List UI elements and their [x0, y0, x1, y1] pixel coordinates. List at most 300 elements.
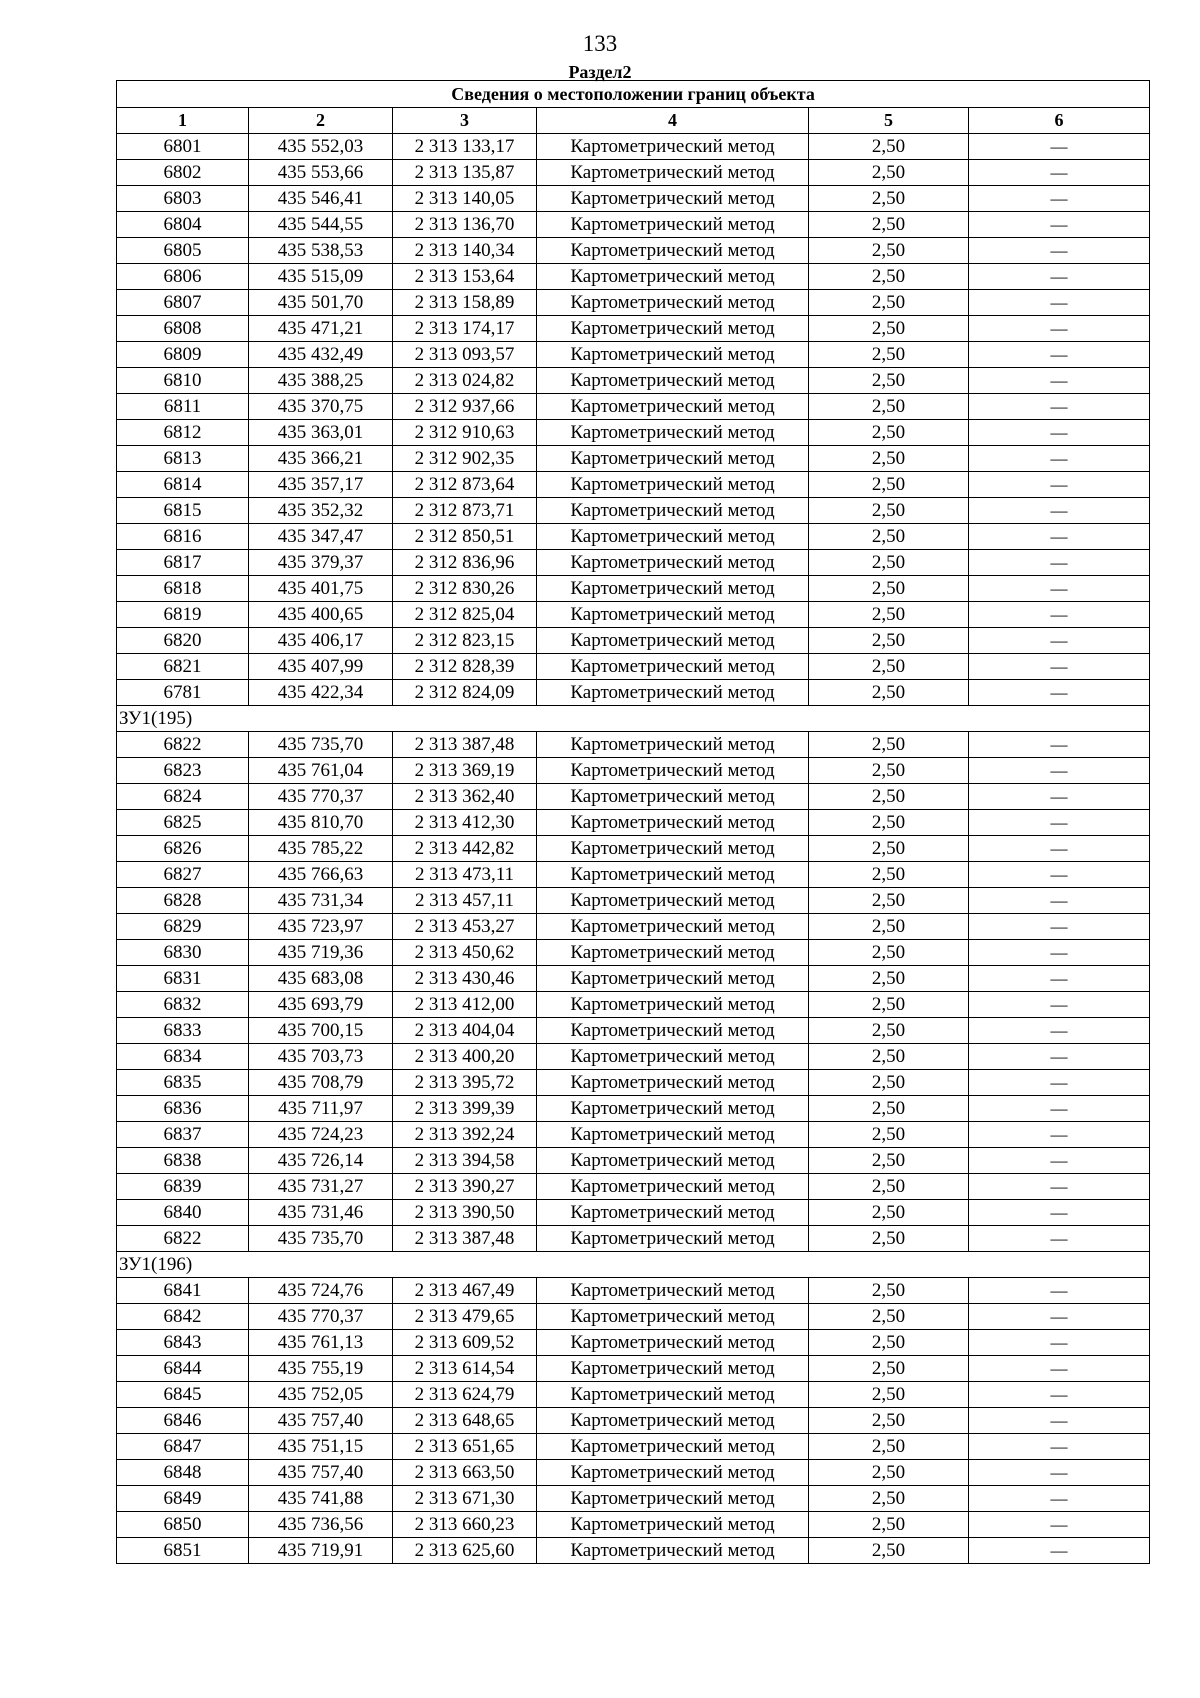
y-coordinate-cell: 2 312 873,64 [393, 472, 537, 498]
description-cell: — [969, 1356, 1150, 1382]
y-coordinate-cell: 2 312 825,04 [393, 602, 537, 628]
description-cell: — [969, 862, 1150, 888]
accuracy-cell: 2,50 [809, 1122, 969, 1148]
point-number-cell: 6827 [117, 862, 249, 888]
method-cell: Картометрический метод [537, 1200, 809, 1226]
point-number-cell: 6822 [117, 1226, 249, 1252]
description-cell: — [969, 836, 1150, 862]
method-cell: Картометрический метод [537, 186, 809, 212]
point-number-cell: 6820 [117, 628, 249, 654]
group-label: ЗУ1(196) [117, 1252, 1150, 1278]
point-number-cell: 6840 [117, 1200, 249, 1226]
table-row [117, 368, 1150, 394]
description-cell: — [969, 654, 1150, 680]
method-cell: Картометрический метод [537, 1408, 809, 1434]
accuracy-cell: 2,50 [809, 1278, 969, 1304]
accuracy-cell: 2,50 [809, 1382, 969, 1408]
table-row [117, 758, 1150, 784]
method-cell: Картометрический метод [537, 446, 809, 472]
x-coordinate-cell: 435 553,66 [249, 160, 393, 186]
point-number-cell: 6803 [117, 186, 249, 212]
accuracy-cell: 2,50 [809, 264, 969, 290]
x-coordinate-cell: 435 363,01 [249, 420, 393, 446]
x-coordinate-cell: 435 719,91 [249, 1538, 393, 1564]
accuracy-cell: 2,50 [809, 836, 969, 862]
point-number-cell: 6809 [117, 342, 249, 368]
accuracy-cell: 2,50 [809, 1096, 969, 1122]
description-cell: — [969, 784, 1150, 810]
table-row [117, 1538, 1150, 1564]
x-coordinate-cell: 435 731,34 [249, 888, 393, 914]
x-coordinate-cell: 435 407,99 [249, 654, 393, 680]
y-coordinate-cell: 2 313 648,65 [393, 1408, 537, 1434]
x-coordinate-cell: 435 546,41 [249, 186, 393, 212]
point-number-cell: 6829 [117, 914, 249, 940]
description-cell: — [969, 1434, 1150, 1460]
description-cell: — [969, 446, 1150, 472]
accuracy-cell: 2,50 [809, 1070, 969, 1096]
point-number-cell: 6808 [117, 316, 249, 342]
point-number-cell: 6806 [117, 264, 249, 290]
x-coordinate-cell: 435 810,70 [249, 810, 393, 836]
accuracy-cell: 2,50 [809, 1460, 969, 1486]
point-number-cell: 6828 [117, 888, 249, 914]
table-row [117, 1018, 1150, 1044]
section-title: Раздел2 [568, 62, 632, 82]
accuracy-cell: 2,50 [809, 654, 969, 680]
column-header: 5 [809, 108, 969, 134]
accuracy-cell: 2,50 [809, 1174, 969, 1200]
y-coordinate-cell: 2 313 140,34 [393, 238, 537, 264]
y-coordinate-cell: 2 313 158,89 [393, 290, 537, 316]
table-row [117, 1044, 1150, 1070]
table-row [117, 1330, 1150, 1356]
y-coordinate-cell: 2 313 133,17 [393, 134, 537, 160]
boundary-coordinates-table [116, 80, 1150, 1564]
y-coordinate-cell: 2 313 369,19 [393, 758, 537, 784]
point-number-cell: 6812 [117, 420, 249, 446]
method-cell: Картометрический метод [537, 888, 809, 914]
x-coordinate-cell: 435 757,40 [249, 1408, 393, 1434]
x-coordinate-cell: 435 724,76 [249, 1278, 393, 1304]
description-cell: — [969, 1382, 1150, 1408]
method-cell: Картометрический метод [537, 576, 809, 602]
table-row [117, 1356, 1150, 1382]
accuracy-cell: 2,50 [809, 316, 969, 342]
method-cell: Картометрический метод [537, 160, 809, 186]
point-number-cell: 6807 [117, 290, 249, 316]
x-coordinate-cell: 435 761,13 [249, 1330, 393, 1356]
table-row [117, 1070, 1150, 1096]
description-cell: — [969, 1460, 1150, 1486]
table-row [117, 1434, 1150, 1460]
method-cell: Картометрический метод [537, 134, 809, 160]
description-cell: — [969, 940, 1150, 966]
accuracy-cell: 2,50 [809, 238, 969, 264]
table-row [117, 1512, 1150, 1538]
x-coordinate-cell: 435 761,04 [249, 758, 393, 784]
description-cell: — [969, 290, 1150, 316]
x-coordinate-cell: 435 352,32 [249, 498, 393, 524]
x-coordinate-cell: 435 703,73 [249, 1044, 393, 1070]
x-coordinate-cell: 435 347,47 [249, 524, 393, 550]
accuracy-cell: 2,50 [809, 498, 969, 524]
y-coordinate-cell: 2 313 442,82 [393, 836, 537, 862]
column-header: 6 [969, 108, 1150, 134]
method-cell: Картометрический метод [537, 862, 809, 888]
description-cell: — [969, 1226, 1150, 1252]
method-cell: Картометрический метод [537, 420, 809, 446]
x-coordinate-cell: 435 751,15 [249, 1434, 393, 1460]
description-cell: — [969, 1044, 1150, 1070]
description-cell: — [969, 1512, 1150, 1538]
point-number-cell: 6805 [117, 238, 249, 264]
x-coordinate-cell: 435 357,17 [249, 472, 393, 498]
table-row [117, 628, 1150, 654]
accuracy-cell: 2,50 [809, 602, 969, 628]
y-coordinate-cell: 2 313 450,62 [393, 940, 537, 966]
point-number-cell: 6837 [117, 1122, 249, 1148]
method-cell: Картометрический метод [537, 1226, 809, 1252]
y-coordinate-cell: 2 313 387,48 [393, 1226, 537, 1252]
y-coordinate-cell: 2 313 390,27 [393, 1174, 537, 1200]
method-cell: Картометрический метод [537, 940, 809, 966]
description-cell: — [969, 342, 1150, 368]
table-row [117, 1278, 1150, 1304]
x-coordinate-cell: 435 726,14 [249, 1148, 393, 1174]
description-cell: — [969, 264, 1150, 290]
point-number-cell: 6816 [117, 524, 249, 550]
point-number-cell: 6843 [117, 1330, 249, 1356]
y-coordinate-cell: 2 313 400,20 [393, 1044, 537, 1070]
description-cell: — [969, 472, 1150, 498]
method-cell: Картометрический метод [537, 914, 809, 940]
point-number-cell: 6811 [117, 394, 249, 420]
point-number-cell: 6823 [117, 758, 249, 784]
method-cell: Картометрический метод [537, 290, 809, 316]
y-coordinate-cell: 2 313 625,60 [393, 1538, 537, 1564]
method-cell: Картометрический метод [537, 1174, 809, 1200]
y-coordinate-cell: 2 313 614,54 [393, 1356, 537, 1382]
table-header-row [117, 108, 1150, 134]
table-row [117, 1304, 1150, 1330]
table-row [117, 342, 1150, 368]
accuracy-cell: 2,50 [809, 186, 969, 212]
point-number-cell: 6830 [117, 940, 249, 966]
method-cell: Картометрический метод [537, 342, 809, 368]
accuracy-cell: 2,50 [809, 940, 969, 966]
group-label: ЗУ1(195) [117, 706, 1150, 732]
point-number-cell: 6845 [117, 1382, 249, 1408]
description-cell: — [969, 1330, 1150, 1356]
table-row [117, 888, 1150, 914]
y-coordinate-cell: 2 313 453,27 [393, 914, 537, 940]
point-number-cell: 6831 [117, 966, 249, 992]
y-coordinate-cell: 2 313 473,11 [393, 862, 537, 888]
y-coordinate-cell: 2 312 910,63 [393, 420, 537, 446]
method-cell: Картометрический метод [537, 758, 809, 784]
point-number-cell: 6824 [117, 784, 249, 810]
column-header: 2 [249, 108, 393, 134]
accuracy-cell: 2,50 [809, 1330, 969, 1356]
x-coordinate-cell: 435 766,63 [249, 862, 393, 888]
point-number-cell: 6833 [117, 1018, 249, 1044]
description-cell: — [969, 1148, 1150, 1174]
point-number-cell: 6781 [117, 680, 249, 706]
x-coordinate-cell: 435 388,25 [249, 368, 393, 394]
table-row [117, 264, 1150, 290]
y-coordinate-cell: 2 313 392,24 [393, 1122, 537, 1148]
description-cell: — [969, 810, 1150, 836]
description-cell: — [969, 732, 1150, 758]
x-coordinate-cell: 435 731,46 [249, 1200, 393, 1226]
description-cell: — [969, 550, 1150, 576]
point-number-cell: 6813 [117, 446, 249, 472]
point-number-cell: 6810 [117, 368, 249, 394]
table-row [117, 810, 1150, 836]
point-number-cell: 6802 [117, 160, 249, 186]
description-cell: — [969, 1174, 1150, 1200]
method-cell: Картометрический метод [537, 238, 809, 264]
y-coordinate-cell: 2 313 609,52 [393, 1330, 537, 1356]
y-coordinate-cell: 2 313 457,11 [393, 888, 537, 914]
table-caption-row [117, 81, 1150, 108]
x-coordinate-cell: 435 723,97 [249, 914, 393, 940]
y-coordinate-cell: 2 313 093,57 [393, 342, 537, 368]
description-cell: — [969, 212, 1150, 238]
table-row [117, 680, 1150, 706]
method-cell: Картометрический метод [537, 1018, 809, 1044]
point-number-cell: 6817 [117, 550, 249, 576]
description-cell: — [969, 316, 1150, 342]
table-row [117, 1408, 1150, 1434]
method-cell: Картометрический метод [537, 784, 809, 810]
y-coordinate-cell: 2 313 024,82 [393, 368, 537, 394]
column-header: 3 [393, 108, 537, 134]
accuracy-cell: 2,50 [809, 1356, 969, 1382]
y-coordinate-cell: 2 313 140,05 [393, 186, 537, 212]
y-coordinate-cell: 2 312 937,66 [393, 394, 537, 420]
description-cell: — [969, 1408, 1150, 1434]
accuracy-cell: 2,50 [809, 420, 969, 446]
y-coordinate-cell: 2 312 828,39 [393, 654, 537, 680]
description-cell: — [969, 238, 1150, 264]
y-coordinate-cell: 2 313 412,00 [393, 992, 537, 1018]
x-coordinate-cell: 435 711,97 [249, 1096, 393, 1122]
table-row [117, 992, 1150, 1018]
accuracy-cell: 2,50 [809, 1486, 969, 1512]
y-coordinate-cell: 2 312 873,71 [393, 498, 537, 524]
method-cell: Картометрический метод [537, 1460, 809, 1486]
point-number-cell: 6846 [117, 1408, 249, 1434]
point-number-cell: 6838 [117, 1148, 249, 1174]
x-coordinate-cell: 435 700,15 [249, 1018, 393, 1044]
table-caption: Сведения о местоположении границ объекта [117, 81, 1150, 108]
method-cell: Картометрический метод [537, 316, 809, 342]
description-cell: — [969, 160, 1150, 186]
y-coordinate-cell: 2 313 412,30 [393, 810, 537, 836]
method-cell: Картометрический метод [537, 680, 809, 706]
table-row [117, 498, 1150, 524]
y-coordinate-cell: 2 313 390,50 [393, 1200, 537, 1226]
description-cell: — [969, 420, 1150, 446]
point-number-cell: 6826 [117, 836, 249, 862]
method-cell: Картометрический метод [537, 810, 809, 836]
point-number-cell: 6815 [117, 498, 249, 524]
table-row [117, 654, 1150, 680]
accuracy-cell: 2,50 [809, 472, 969, 498]
method-cell: Картометрический метод [537, 628, 809, 654]
description-cell: — [969, 758, 1150, 784]
point-number-cell: 6819 [117, 602, 249, 628]
method-cell: Картометрический метод [537, 498, 809, 524]
table-row [117, 576, 1150, 602]
method-cell: Картометрический метод [537, 368, 809, 394]
table-row [117, 1382, 1150, 1408]
method-cell: Картометрический метод [537, 1122, 809, 1148]
description-cell: — [969, 368, 1150, 394]
method-cell: Картометрический метод [537, 1382, 809, 1408]
method-cell: Картометрический метод [537, 654, 809, 680]
method-cell: Картометрический метод [537, 732, 809, 758]
table-row [117, 134, 1150, 160]
y-coordinate-cell: 2 313 479,65 [393, 1304, 537, 1330]
x-coordinate-cell: 435 708,79 [249, 1070, 393, 1096]
description-cell: — [969, 1486, 1150, 1512]
accuracy-cell: 2,50 [809, 914, 969, 940]
accuracy-cell: 2,50 [809, 1538, 969, 1564]
method-cell: Картометрический метод [537, 1044, 809, 1070]
accuracy-cell: 2,50 [809, 394, 969, 420]
x-coordinate-cell: 435 741,88 [249, 1486, 393, 1512]
x-coordinate-cell: 435 515,09 [249, 264, 393, 290]
x-coordinate-cell: 435 735,70 [249, 732, 393, 758]
accuracy-cell: 2,50 [809, 1304, 969, 1330]
table-row [117, 420, 1150, 446]
x-coordinate-cell: 435 366,21 [249, 446, 393, 472]
table-row [117, 446, 1150, 472]
table-row [117, 1226, 1150, 1252]
description-cell: — [969, 1538, 1150, 1564]
accuracy-cell: 2,50 [809, 1148, 969, 1174]
group-row [117, 706, 1150, 732]
method-cell: Картометрический метод [537, 966, 809, 992]
method-cell: Картометрический метод [537, 550, 809, 576]
x-coordinate-cell: 435 471,21 [249, 316, 393, 342]
y-coordinate-cell: 2 313 663,50 [393, 1460, 537, 1486]
table-row [117, 186, 1150, 212]
table-row [117, 862, 1150, 888]
point-number-cell: 6821 [117, 654, 249, 680]
y-coordinate-cell: 2 313 404,04 [393, 1018, 537, 1044]
accuracy-cell: 2,50 [809, 758, 969, 784]
x-coordinate-cell: 435 379,37 [249, 550, 393, 576]
table-row [117, 290, 1150, 316]
point-number-cell: 6832 [117, 992, 249, 1018]
y-coordinate-cell: 2 313 394,58 [393, 1148, 537, 1174]
accuracy-cell: 2,50 [809, 992, 969, 1018]
x-coordinate-cell: 435 757,40 [249, 1460, 393, 1486]
y-coordinate-cell: 2 313 467,49 [393, 1278, 537, 1304]
accuracy-cell: 2,50 [809, 1434, 969, 1460]
table-row [117, 1122, 1150, 1148]
method-cell: Картометрический метод [537, 1486, 809, 1512]
point-number-cell: 6835 [117, 1070, 249, 1096]
table-row [117, 238, 1150, 264]
table-row [117, 394, 1150, 420]
point-number-cell: 6851 [117, 1538, 249, 1564]
accuracy-cell: 2,50 [809, 342, 969, 368]
point-number-cell: 6842 [117, 1304, 249, 1330]
point-number-cell: 6825 [117, 810, 249, 836]
point-number-cell: 6801 [117, 134, 249, 160]
description-cell: — [969, 576, 1150, 602]
accuracy-cell: 2,50 [809, 810, 969, 836]
table-row [117, 1486, 1150, 1512]
table-row [117, 784, 1150, 810]
description-cell: — [969, 1018, 1150, 1044]
table-row [117, 1174, 1150, 1200]
x-coordinate-cell: 435 538,53 [249, 238, 393, 264]
point-number-cell: 6849 [117, 1486, 249, 1512]
description-cell: — [969, 680, 1150, 706]
method-cell: Картометрический метод [537, 1304, 809, 1330]
x-coordinate-cell: 435 683,08 [249, 966, 393, 992]
x-coordinate-cell: 435 770,37 [249, 784, 393, 810]
method-cell: Картометрический метод [537, 1434, 809, 1460]
method-cell: Картометрический метод [537, 1070, 809, 1096]
y-coordinate-cell: 2 313 136,70 [393, 212, 537, 238]
description-cell: — [969, 134, 1150, 160]
accuracy-cell: 2,50 [809, 966, 969, 992]
y-coordinate-cell: 2 313 399,39 [393, 1096, 537, 1122]
point-number-cell: 6836 [117, 1096, 249, 1122]
accuracy-cell: 2,50 [809, 680, 969, 706]
description-cell: — [969, 914, 1150, 940]
point-number-cell: 6834 [117, 1044, 249, 1070]
x-coordinate-cell: 435 401,75 [249, 576, 393, 602]
column-header: 4 [537, 108, 809, 134]
table-row [117, 836, 1150, 862]
table-row [117, 550, 1150, 576]
point-number-cell: 6841 [117, 1278, 249, 1304]
x-coordinate-cell: 435 501,70 [249, 290, 393, 316]
description-cell: — [969, 498, 1150, 524]
method-cell: Картометрический метод [537, 394, 809, 420]
accuracy-cell: 2,50 [809, 212, 969, 238]
accuracy-cell: 2,50 [809, 368, 969, 394]
accuracy-cell: 2,50 [809, 1018, 969, 1044]
table-row [117, 1200, 1150, 1226]
x-coordinate-cell: 435 693,79 [249, 992, 393, 1018]
x-coordinate-cell: 435 724,23 [249, 1122, 393, 1148]
table-row [117, 602, 1150, 628]
accuracy-cell: 2,50 [809, 1200, 969, 1226]
accuracy-cell: 2,50 [809, 134, 969, 160]
table-row [117, 732, 1150, 758]
x-coordinate-cell: 435 432,49 [249, 342, 393, 368]
x-coordinate-cell: 435 752,05 [249, 1382, 393, 1408]
accuracy-cell: 2,50 [809, 290, 969, 316]
y-coordinate-cell: 2 313 362,40 [393, 784, 537, 810]
method-cell: Картометрический метод [537, 836, 809, 862]
description-cell: — [969, 966, 1150, 992]
table-row [117, 966, 1150, 992]
y-coordinate-cell: 2 313 135,87 [393, 160, 537, 186]
description-cell: — [969, 888, 1150, 914]
point-number-cell: 6848 [117, 1460, 249, 1486]
table-row [117, 1460, 1150, 1486]
